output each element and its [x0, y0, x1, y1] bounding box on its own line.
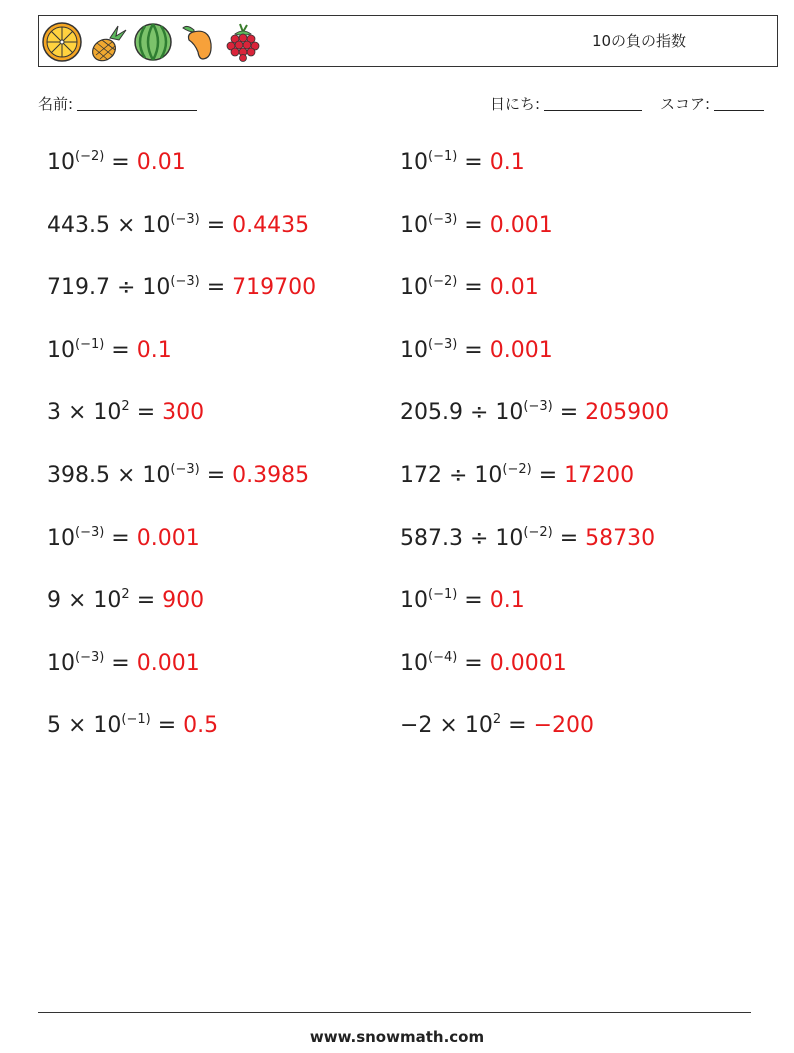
problem-answer: 0.01 — [136, 150, 186, 175]
problem-exponent: 2 — [121, 587, 130, 603]
problem-9 — [47, 400, 204, 425]
problem-3 — [47, 213, 309, 238]
problem-answer: 0.1 — [136, 337, 172, 363]
problem-base: 10 — [47, 150, 75, 175]
problem-17 — [47, 651, 200, 676]
problem-exponent: (−2) — [428, 274, 458, 290]
problem-equals: = — [129, 400, 163, 426]
problem-exponent: (−3) — [170, 462, 200, 477]
problem-base: 10 — [495, 400, 524, 426]
problem-base: 10 — [142, 212, 171, 238]
raspberry-icon — [223, 22, 263, 62]
problem-equals: = — [501, 713, 534, 739]
footer-divider — [38, 1012, 751, 1013]
date-line[interactable] — [544, 96, 642, 111]
problem-5 — [47, 275, 316, 300]
problem-equals: = — [104, 150, 137, 175]
problem-answer: 0.0001 — [489, 650, 567, 676]
problem-answer: 0.001 — [136, 650, 200, 676]
problem-equals: = — [457, 150, 490, 175]
problem-prefix: 5 × — [47, 713, 94, 739]
problem-answer: 205900 — [585, 400, 670, 426]
problem-equals: = — [457, 650, 490, 676]
problem-10 — [400, 400, 669, 425]
name-label: 名前: — [38, 95, 74, 113]
watermelon-icon — [133, 22, 173, 62]
problem-prefix: −2 × — [400, 713, 465, 739]
problem-exponent: (−3) — [75, 524, 105, 540]
problem-equals: = — [104, 525, 137, 551]
problem-exponent: 2 — [121, 399, 130, 415]
problem-equals: = — [104, 650, 137, 676]
problem-7 — [47, 338, 172, 363]
problem-answer: 0.001 — [136, 525, 200, 551]
problem-exponent: (−3) — [523, 399, 553, 415]
name-field — [38, 93, 197, 114]
problem-answer: 0.001 — [489, 212, 553, 238]
problem-answer: 0.1 — [489, 150, 525, 175]
problem-2 — [400, 150, 525, 175]
name-line[interactable] — [77, 96, 197, 111]
problem-answer: 900 — [162, 588, 205, 614]
header-box — [38, 15, 778, 67]
problem-equals: = — [457, 588, 490, 614]
problem-prefix: 443.5 × — [47, 212, 143, 238]
problem-answer: −200 — [533, 713, 594, 739]
problem-equals: = — [104, 337, 137, 363]
problem-base: 10 — [400, 337, 428, 363]
problem-answer: 0.4435 — [232, 212, 310, 238]
score-line[interactable] — [714, 96, 764, 111]
problem-equals: = — [129, 588, 163, 614]
problem-answer: 300 — [162, 400, 205, 426]
problem-base: 10 — [464, 713, 493, 739]
problem-20 — [400, 713, 594, 738]
problem-answer: 0.01 — [489, 275, 539, 301]
problem-equals: = — [199, 212, 233, 238]
problem-prefix: 719.7 ÷ — [47, 275, 143, 301]
problem-13 — [47, 526, 200, 551]
problem-equals: = — [457, 275, 490, 301]
problem-answer: 58730 — [585, 525, 656, 551]
problem-prefix: 172 ÷ — [400, 463, 475, 488]
problem-prefix: 9 × — [47, 588, 94, 614]
date-field — [490, 93, 642, 114]
problem-base: 10 — [142, 275, 171, 301]
problem-exponent: (−3) — [170, 274, 200, 290]
problem-prefix: 398.5 × — [47, 463, 143, 488]
problem-base: 10 — [400, 150, 428, 175]
problem-exponent: (−2) — [502, 462, 532, 477]
problem-8 — [400, 338, 553, 363]
problem-14 — [400, 526, 655, 551]
problem-exponent: (−1) — [428, 149, 458, 164]
problem-18 — [400, 651, 567, 676]
problem-exponent: (−3) — [75, 649, 105, 665]
problem-exponent: (−3) — [428, 211, 458, 227]
problem-base: 10 — [142, 463, 171, 488]
problem-equals: = — [199, 275, 233, 301]
problem-6 — [400, 275, 539, 300]
problem-equals: = — [531, 463, 565, 488]
score-label: スコア: — [660, 95, 711, 113]
problem-base: 10 — [93, 400, 122, 426]
footer-site: www.snowmath.com — [309, 1028, 485, 1046]
mango-icon — [179, 22, 219, 62]
problem-equals: = — [199, 463, 233, 488]
problem-base: 10 — [47, 650, 75, 676]
problem-answer: 0.5 — [183, 713, 219, 739]
problem-16 — [400, 588, 525, 613]
problem-exponent: (−2) — [523, 524, 553, 540]
problem-base: 10 — [47, 337, 75, 363]
problem-exponent: (−1) — [428, 587, 458, 603]
problem-equals: = — [552, 525, 586, 551]
problem-base: 10 — [400, 275, 428, 301]
problem-4 — [400, 213, 553, 238]
problem-12 — [400, 463, 634, 488]
problem-base: 10 — [47, 525, 75, 551]
problem-base: 10 — [93, 588, 122, 614]
problem-15 — [47, 588, 204, 613]
problem-base: 10 — [400, 588, 428, 614]
problem-base: 10 — [495, 525, 524, 551]
problem-exponent: (−4) — [428, 649, 458, 665]
problem-base: 10 — [400, 650, 428, 676]
problem-equals: = — [457, 337, 490, 363]
worksheet-title: 10の負の指数 — [591, 32, 687, 50]
problem-base: 10 — [400, 212, 428, 238]
problem-answer: 0.1 — [489, 588, 525, 614]
problem-answer: 719700 — [232, 275, 317, 301]
problem-exponent: (−3) — [428, 336, 458, 352]
problem-11 — [47, 463, 309, 488]
problem-equals: = — [457, 212, 490, 238]
problem-answer: 0.001 — [489, 337, 553, 363]
orange-icon — [42, 22, 82, 62]
problem-equals: = — [150, 713, 184, 739]
pineapple-icon — [88, 22, 128, 62]
problem-base: 10 — [93, 713, 122, 739]
problem-exponent: (−3) — [170, 211, 200, 227]
date-label: 日にち: — [490, 95, 541, 113]
problem-answer: 17200 — [564, 463, 635, 488]
problem-equals: = — [552, 400, 586, 426]
problem-exponent: (−2) — [75, 149, 105, 164]
problem-prefix: 587.3 ÷ — [400, 525, 496, 551]
problem-prefix: 205.9 ÷ — [400, 400, 496, 426]
problem-base: 10 — [474, 463, 503, 488]
score-field — [660, 93, 764, 114]
problem-19 — [47, 713, 218, 738]
problem-answer: 0.3985 — [232, 463, 310, 488]
problem-exponent: (−1) — [121, 712, 151, 728]
problem-prefix: 3 × — [47, 400, 94, 426]
problem-exponent: (−1) — [75, 336, 105, 352]
problem-1 — [47, 150, 186, 175]
problem-exponent: 2 — [492, 712, 502, 728]
